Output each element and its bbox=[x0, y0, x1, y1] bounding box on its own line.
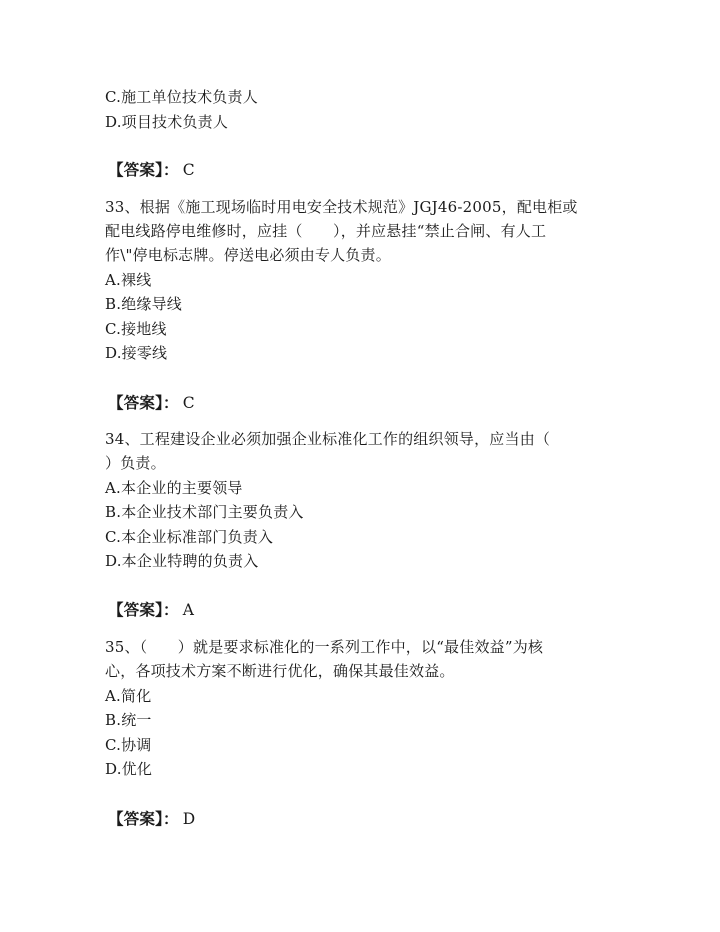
answer-label: 【答案】： bbox=[108, 393, 179, 412]
q33-answer bbox=[108, 393, 195, 413]
answer-label: 【答案】： bbox=[108, 600, 179, 619]
q35-stem-line-1: 35、（ ）就是要求标准化的一系列工作中，以“最佳效益”为核 bbox=[105, 638, 544, 656]
q34-option-b: B.本企业技术部门主要负责入 bbox=[105, 503, 304, 521]
q35-answer bbox=[108, 809, 195, 829]
q33-option-b: B.绝缘导线 bbox=[105, 295, 182, 313]
answer-label: 【答案】： bbox=[108, 160, 179, 179]
q32-answer bbox=[108, 160, 195, 180]
q33-stem-line-2: 配电线路停电维修时，应挂（ ），并应悬挂“禁止合闸、有人工 bbox=[105, 222, 547, 240]
answer-value: C bbox=[182, 394, 195, 412]
q35-option-b: B.统一 bbox=[105, 711, 152, 729]
q33-option-a: A.裸线 bbox=[105, 271, 152, 289]
q35-option-a: A.简化 bbox=[105, 687, 152, 705]
q35-stem-line-2: 心，各项技术方案不断进行优化，确保其最佳效益。 bbox=[105, 662, 455, 680]
q34-option-d: D.本企业特聘的负责入 bbox=[105, 552, 259, 570]
q35-option-c: C.协调 bbox=[105, 736, 152, 754]
q32-option-d: D.项目技术负责人 bbox=[105, 113, 229, 131]
answer-label: 【答案】： bbox=[108, 809, 179, 828]
q33-stem-line-3: 作\"停电标志牌。停送电必须由专人负责。 bbox=[105, 246, 391, 264]
q34-stem-line-2: ）负责。 bbox=[105, 454, 166, 472]
q32-option-c: C.施工单位技术负责人 bbox=[105, 88, 258, 106]
q33-stem-line-1: 33、根据《施工现场临时用电安全技术规范》JGJ46-2005，配电柜或 bbox=[105, 198, 578, 216]
q34-option-c: C.本企业标准部门负责入 bbox=[105, 528, 274, 546]
q34-stem-line-1: 34、工程建设企业必须加强企业标准化工作的组织领导，应当由（ bbox=[105, 430, 551, 448]
q35-option-d: D.优化 bbox=[105, 760, 153, 778]
answer-value: C bbox=[182, 161, 195, 179]
q33-option-d: D.接零线 bbox=[105, 344, 168, 362]
q34-answer bbox=[108, 600, 194, 620]
q34-option-a: A.本企业的主要领导 bbox=[105, 479, 243, 497]
q33-option-c: C.接地线 bbox=[105, 320, 167, 338]
answer-value: D bbox=[182, 810, 196, 828]
answer-value: A bbox=[182, 601, 195, 619]
